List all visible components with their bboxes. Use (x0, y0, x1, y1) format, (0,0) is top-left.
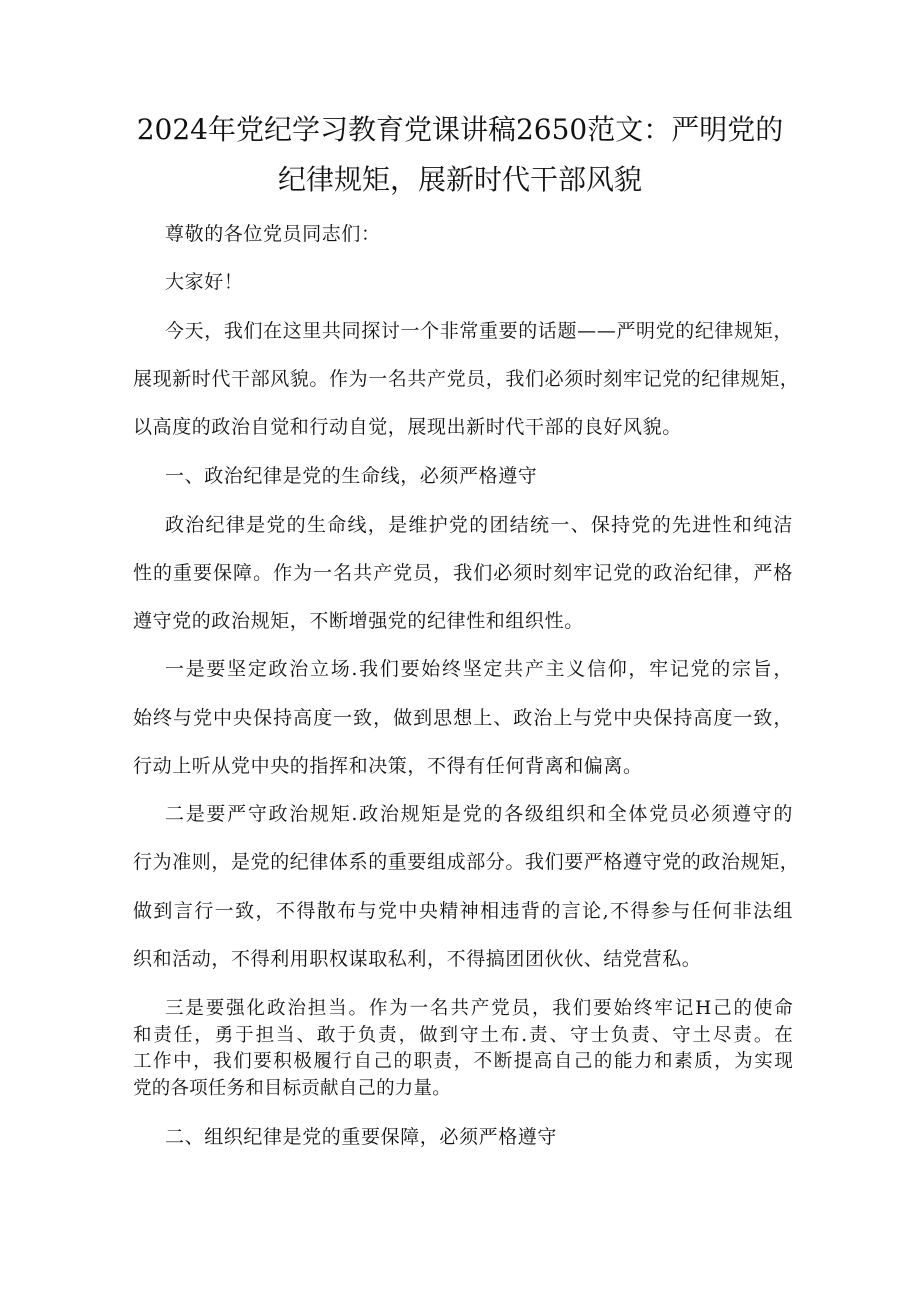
document-title-line-1: 2024年党纪学习教育党课讲稿2650范文：严明党的 (136, 113, 784, 146)
point-1-line-2: 始终与党中央保持高度一致，做到思想上、政治上与党中央保持高度一致， (133, 707, 793, 729)
greeting: 大家好！ (165, 271, 244, 293)
point-3-line-2: 和责任，勇于担当、敢于负责，做到守土布.责、守士负责、守土尽责。在 (133, 1025, 793, 1046)
intro-line-3: 以高度的政治自觉和行动自觉，展现出新时代干部的良好风貌。 (133, 416, 682, 438)
point-2-line-3: 做到言行一致，不得散布与党中央精神相违背的言论,不得参与任何非法组 (133, 900, 793, 922)
point-2-line-1: 二是要严守政治规矩.政治规矩是党的各级组织和全体党员必须遵守的 (165, 803, 793, 825)
point-1-line-1: 一是要坚定政治立场.我们要始终坚定共产主义信仰，牢记党的宗旨， (165, 658, 793, 680)
point-2-line-2: 行为准则，是党的纪律体系的重要组成部分。我们要严格遵守党的政治规矩， (133, 851, 800, 873)
point-3-line-1: 三是要强化政治担当。作为一名共产党员，我们要始终牢记H己的使命 (165, 998, 793, 1019)
salutation: 尊敬的各位党员同志们： (165, 223, 381, 245)
point-3-line-4: 党的各项任务和目标贡献自己的力量。 (133, 1078, 451, 1099)
section-1-heading: 一、政治纪律是党的生命线，必须严格遵守 (165, 465, 538, 487)
point-3-line-3: 工作中，我们要积极履行自己的职责，不断提高自己的能力和素质，为实现 (133, 1051, 793, 1072)
point-1-line-3: 行动上听从党中央的指挥和决策，不得有任何背离和偏离。 (133, 755, 643, 777)
section-2-heading: 二、组织纪律是党的重要保障，必须严格遵守 (165, 1126, 558, 1148)
section-1-para-line-2: 性的重要保障。作为一名共产党员，我们必须时刻牢记党的政治纪律，严格 (133, 562, 793, 584)
section-1-para-line-1: 政治纪律是党的生命线，是维护党的团结统一、保持党的先进性和纯洁 (165, 514, 793, 536)
intro-line-1: 今天，我们在这里共同探讨一个非常重要的话题——严明党的纪律规矩， (165, 320, 793, 342)
point-2-line-4: 织和活动，不得利用职权谋取私利，不得搞团团伙伙、结党营私。 (133, 948, 702, 970)
section-1-para-line-3: 遵守党的政治规矩，不断增强党的纪律性和组织性。 (133, 610, 584, 632)
document-title-line-2: 纪律规矩，展新时代干部风貌 (277, 163, 642, 196)
intro-line-2: 展现新时代干部风貌。作为一名共产党员，我们必须时刻牢记党的纪律规矩， (133, 368, 800, 390)
